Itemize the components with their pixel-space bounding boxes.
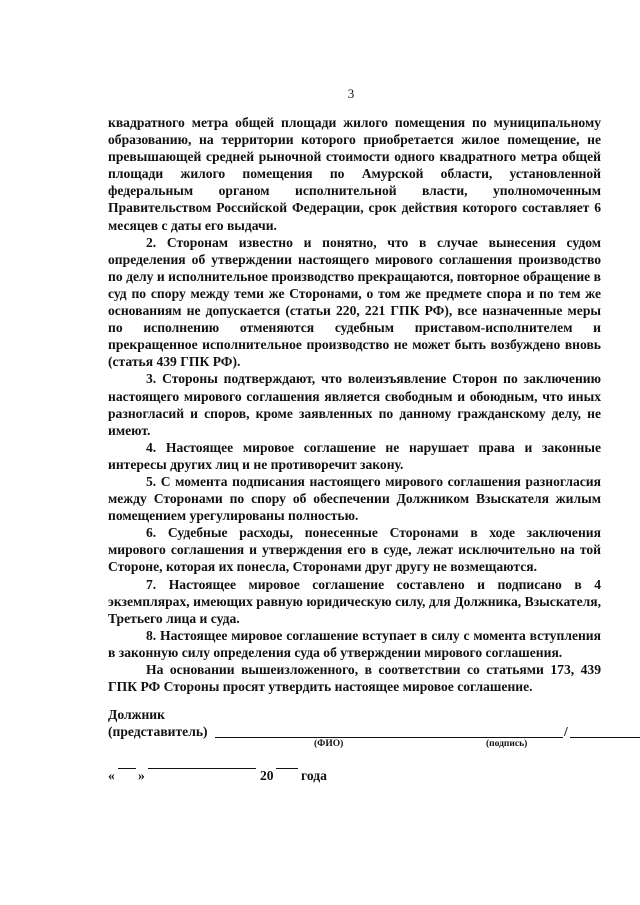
paragraph-1-continuation: квадратного метра общей площади жилого помещения по муниципальному образованию, на территории которого приобретается жилое помещение, не превышающей средней рыночной стоимости одного квадратного метра общей площади жилого помещения по Амурской области, установленной федеральным органом исполнительной власти, уполномоченным Правительством Российской Федерации, срок действия которого составляет 6 месяцев с даты его выдачи. [108, 115, 601, 233]
paragraph-2: 2. Сторонам известно и понятно, что в случае вынесения судом определения об утверждении настоящего мирового соглашения производство по делу и исполнительное производство прекращаются, повторное обращение в суд по спору между теми же Сторонами, о том же предмете спора и по тем же основаниям не допускается (статьи 220, 221 ГПК РФ), все назначенные меры по исполнению отменяются судебным приставом-исполнителем и прекращенное исполнительное производство не может быть возбуждено вновь (статья 439 ГПК РФ). [108, 234, 601, 370]
paragraph-7: 7. Настоящее мировое соглашение составлено и подписано в 4 экземплярах, имеющих равную юридическую силу, для Должника, Взыскателя, Третьего лица и суда. [108, 576, 601, 626]
paragraph-3: 3. Стороны подтверждают, что волеизъявление Сторон по заключению настоящего мирового соглашения является свободным и обоюдным, что иных разногласий и споров, кроме заявленных по данному гражданскому делу, не имеют. [108, 371, 601, 438]
paragraph-6: 6. Судебные расходы, понесенные Сторонами в ходе заключения мирового соглашения и утверждения его в суде, лежат исключительно на той Стороне, которая их понесла, Сторонами друг другу не возмещаются. [108, 525, 601, 575]
signature-slash: / [564, 724, 568, 739]
paragraph-5: 5. С момента подписания настоящего мирового соглашения разногласия между Сторонами по спору об обеспечении Должником Взыскателя жилым помещением урегулированы полностью. [108, 473, 601, 524]
signature-representative: (представитель) [108, 724, 208, 739]
signature-representative-line [108, 723, 608, 740]
date-close-quote: » [138, 768, 145, 783]
signature-role-line [108, 706, 608, 723]
signature-block [108, 706, 608, 754]
signature-captions [108, 740, 608, 754]
date-year-underline [276, 768, 298, 769]
page-number: 3 [347, 86, 355, 101]
document-body [108, 114, 601, 695]
date-month-underline [148, 768, 256, 769]
date-line [108, 768, 508, 786]
date-century: 20 [260, 768, 274, 783]
paragraph-8: 8. Настоящее мировое соглашение вступает в силу с момента вступления в законную силу определения суда об утверждении мирового соглашения. [108, 627, 601, 660]
date-day-underline [118, 768, 136, 769]
paragraph-4: 4. Настоящее мировое соглашение не нарушает права и законные интересы других лиц и не противоречит закону. [108, 439, 601, 472]
fio-underline [215, 737, 563, 738]
sign-underline [570, 737, 640, 738]
caption-fio: (ФИО) [314, 739, 344, 749]
signature-role: Должник [108, 707, 165, 722]
caption-sign: (подпись) [486, 739, 528, 749]
date-open-quote: « [108, 768, 115, 783]
date-year-word: года [301, 768, 327, 783]
paragraph-conclusion: На основании вышеизложенного, в соответствии со статьями 173, 439 ГПК РФ Стороны просят утвердить настоящее мировое соглашение. [108, 662, 601, 695]
